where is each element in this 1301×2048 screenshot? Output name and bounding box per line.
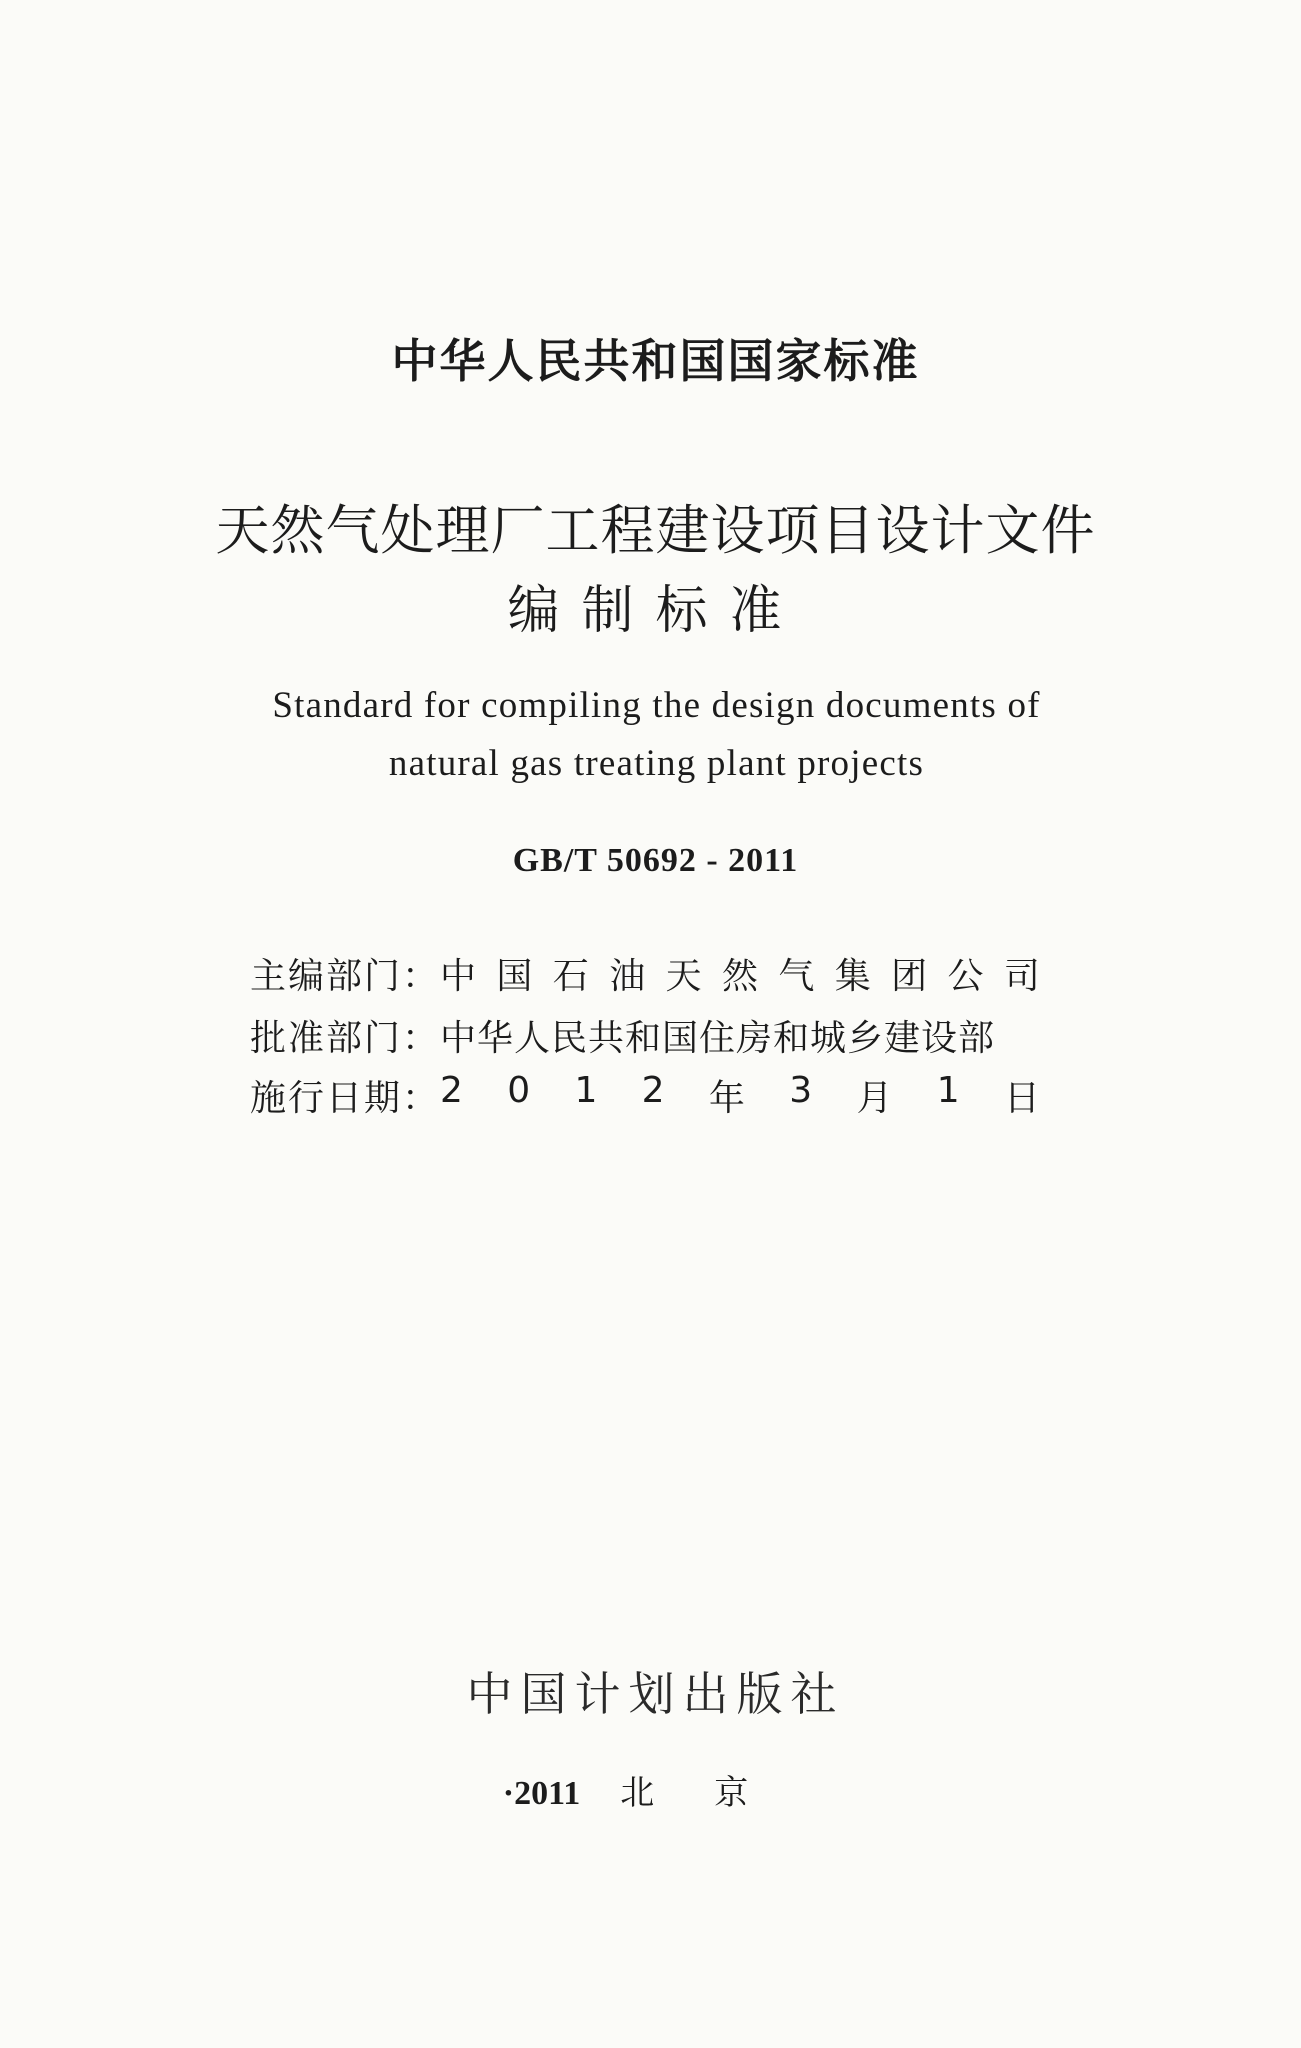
editor-department-char: 集 — [834, 956, 871, 997]
editor-department-char: 石 — [552, 956, 589, 997]
effective-date-char: 年 — [708, 1078, 745, 1119]
effective-date-char: 2 — [641, 1070, 665, 1111]
editor-department-char: 然 — [721, 956, 758, 997]
effective-date-char: 2 — [440, 1070, 463, 1111]
editor-department-char: 司 — [1003, 956, 1040, 997]
effective-date-char: 1 — [936, 1070, 960, 1111]
effective-date-label: 施行日期： — [250, 1078, 441, 1119]
standard-code: GB/T 50692 - 2011 — [512, 842, 799, 879]
approver-department-label: 批准部门： — [250, 1018, 441, 1059]
effective-date-char: 0 — [507, 1070, 531, 1111]
editor-department-char: 公 — [947, 956, 984, 997]
editor-department-label: 主编部门： — [250, 956, 441, 997]
chinese-title-line-2: 编制标准 — [507, 581, 804, 641]
editor-department-char: 气 — [778, 956, 815, 997]
editor-department-char: 国 — [496, 956, 533, 997]
english-title-line-2: natural gas treating plant projects — [388, 743, 925, 784]
editor-department-char: 团 — [891, 956, 928, 997]
imprint-year: ·2011 — [502, 1775, 581, 1812]
effective-date-char: 日 — [1003, 1078, 1040, 1119]
approver-department-row — [250, 1010, 1040, 1061]
effective-date-value — [440, 1070, 1040, 1121]
chinese-title-line-1: 天然气处理厂工程建设项目设计文件 — [215, 499, 1096, 562]
editor-department-value — [440, 948, 1040, 999]
publisher-name: 中国计划出版社 — [466, 1667, 845, 1721]
english-title-line-1: Standard for compiling the design documents of — [272, 685, 1041, 726]
editor-department-char: 中 — [440, 956, 477, 997]
imprint — [0, 1765, 1301, 1814]
editor-department-char: 油 — [609, 956, 646, 997]
effective-date-char: 1 — [574, 1070, 598, 1111]
editor-department-row — [250, 948, 1040, 999]
imprint-city: 北京 — [620, 1773, 809, 1813]
effective-date-char: 月 — [856, 1078, 893, 1119]
series-header: 中华人民共和国国家标准 — [391, 334, 920, 388]
approver-department-value: 中华人民共和国住房和城乡建设部 — [440, 1018, 996, 1059]
effective-date-row — [250, 1070, 1040, 1121]
editor-department-char: 天 — [665, 956, 702, 997]
effective-date-char: 3 — [789, 1070, 813, 1111]
